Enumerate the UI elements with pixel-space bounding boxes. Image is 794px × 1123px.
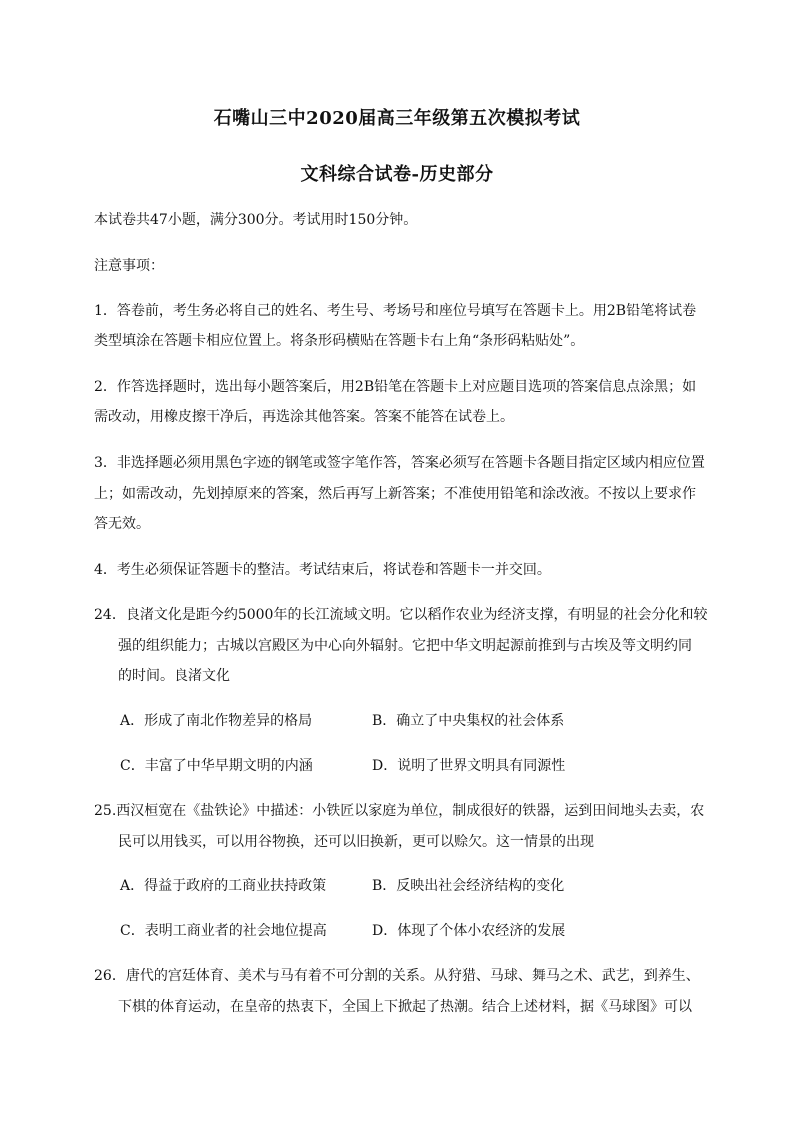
notice-item-4: 4．考生必须保证答题卡的整洁。考试结束后，将试卷和答题卡一并交回。 — [94, 562, 551, 578]
exam-subtitle: 文科综合试卷-历史部分 — [300, 164, 494, 185]
question-24-stem-cont2: 的时间。良渚文化 — [118, 668, 230, 684]
question-25-option-c: C．表明工商业者的社会地位提高 — [120, 923, 327, 939]
question-24-stem-cont: 强的组织能力；古城以宫殿区为中心向外辐射。它把中华文明起源前推到与古埃及等文明约同 — [118, 638, 692, 654]
question-24-option-d: D．说明了世界文明具有同源性 — [372, 758, 566, 774]
question-26-stem: 26．唐代的宫廷体育、美术与马有着不可分割的关系。从狩猎、马球、舞马之术、武艺，到养生、 — [94, 968, 700, 984]
notice-item-3-cont: 上；如需改动，先划掉原来的答案，然后再写上新答案；不准使用铅笔和涂改液。不按以上要求作 — [94, 486, 696, 502]
notice-item-2-cont: 需改动，用橡皮擦干净后，再选涂其他答案。答案不能答在试卷上。 — [94, 409, 514, 425]
question-25-option-d: D．体现了个体小农经济的发展 — [372, 923, 566, 939]
question-25-stem: 25.西汉桓宽在《盐铁论》中描述：小铁匠以家庭为单位，制成很好的铁器，运到田间地头去卖，农 — [94, 803, 705, 819]
question-25-option-b: B．反映出社会经济结构的变化 — [372, 878, 565, 894]
notice-item-1: 1．答卷前，考生务必将自己的姓名、考生号、考场号和座位号填写在答题卡上。用2B铅笔将试卷 — [94, 303, 697, 319]
question-24-option-b: B．确立了中央集权的社会体系 — [372, 713, 565, 729]
question-25-option-a: A．得益于政府的工商业扶持政策 — [120, 878, 327, 894]
notice-item-1-cont: 类型填涂在答题卡相应位置上。将条形码横贴在答题卡右上角“条形码粘贴处”。 — [94, 333, 585, 349]
exam-intro: 本试卷共47小题，满分300分。考试用时150分钟。 — [94, 212, 418, 228]
notice-item-3-cont2: 答无效。 — [94, 516, 150, 532]
question-26-stem-cont: 下棋的体育运动，在皇帝的热衷下，全国上下掀起了热潮。结合上述材料，据《马球图》可以 — [118, 999, 692, 1015]
question-24-option-a: A．形成了南北作物差异的格局 — [120, 713, 313, 729]
notice-heading: 注意事项： — [94, 258, 164, 274]
question-25-stem-cont: 民可以用钱买，可以用谷物换，还可以旧换新，更可以赊欠。这一情景的出现 — [118, 834, 594, 850]
question-24-option-c: C．丰富了中华早期文明的内涵 — [120, 758, 313, 774]
notice-item-3: 3．非选择题必须用黑色字迹的钢笔或签字笔作答，答案必须写在答题卡各题目指定区域内相应位置 — [94, 455, 705, 471]
question-24-stem: 24．良渚文化是距今约5000年的长江流域文明。它以稻作农业为经济支撑，有明显的社会分化和较 — [94, 607, 708, 623]
exam-title: 石嘴山三中2020届高三年级第五次模拟考试 — [213, 108, 581, 129]
notice-item-2: 2．作答选择题时，选出每小题答案后，用2B铅笔在答题卡上对应题目选项的答案信息点涂黑；如 — [94, 379, 697, 395]
